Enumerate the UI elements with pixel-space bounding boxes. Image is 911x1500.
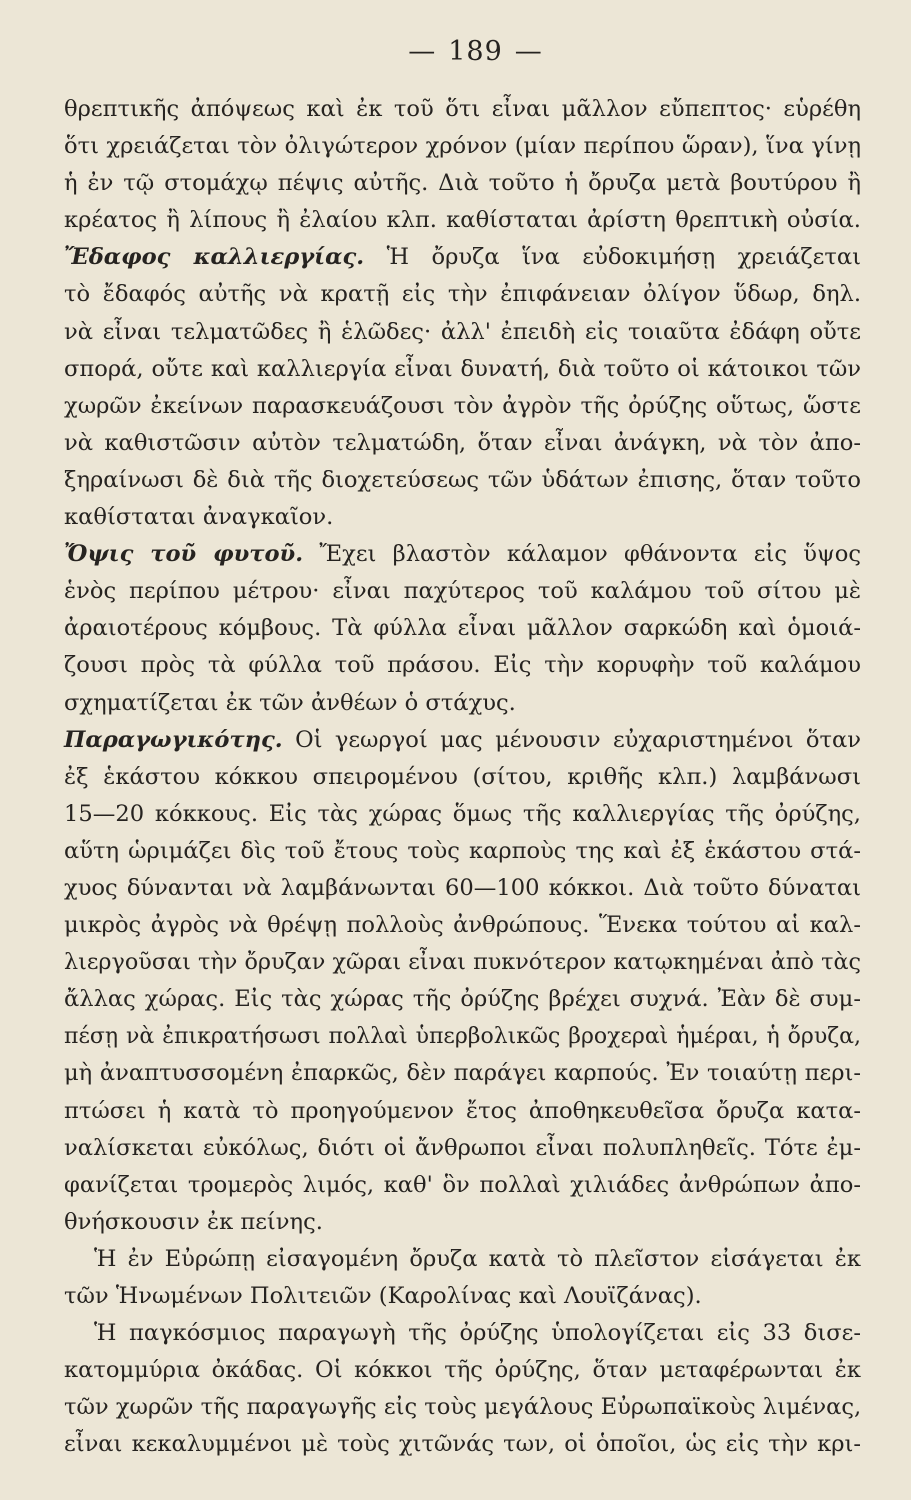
text-line <box>64 1093 861 1130</box>
text-line <box>64 1130 861 1167</box>
line-text: θρεπτικῆς ἀπόψεως καὶ ἐκ τοῦ ὅτι εἶναι μᾶλλον εὔπεπτος· εὑρέθη <box>64 96 861 122</box>
text-line <box>64 462 861 499</box>
text-line <box>64 1389 861 1426</box>
line-text: Ἡ ὄρυζα ἵνα εὐδοκιμήσῃ χρειάζεται <box>364 244 862 271</box>
line-text: 15—20 κόκκους. Εἰς τὰς χώρας ὅμως τῆς καλλιεργίας τῆς ὀρύζης, <box>64 800 861 827</box>
text-line <box>64 1204 861 1241</box>
line-text: νὰ καθιστῶσιν αὐτὸν τελματώδη, ὅταν εἶναι ἀνάγκη, νὰ τὸν ἀπο- <box>64 429 861 456</box>
line-text: χυος δύνανται νὰ λαμβάνωνται 60—100 κόκκοι. Διὰ τοῦτο δύναται <box>64 874 861 901</box>
text-line <box>64 388 861 425</box>
text-line <box>64 1018 861 1055</box>
text-line <box>64 314 861 351</box>
text-line <box>64 536 861 573</box>
line-text: ναλίσκεται εὐκόλως, διότι οἱ ἄνθρωποι εἶναι πολυπληθεῖς. Τότε ἐμ- <box>64 1134 861 1161</box>
line-text: κατομμύρια ὀκάδας. Οἱ κόκκοι τῆς ὀρύζης, ὅταν μεταφέρωνται ἐκ <box>64 1357 861 1384</box>
dash-left: — <box>408 36 437 67</box>
line-text: λιεργοῦσαι τὴν ὄρυζαν χῶραι εἶναι πυκνότερον κατῳκημέναι ἀπὸ τὰς <box>64 949 861 976</box>
line-text: ἡ ἐν τῷ στομάχῳ πέψις αὐτῆς. Διὰ τοῦτο ἡ ὄρυζα μετὰ βουτύρου ἢ <box>64 170 861 197</box>
text-line <box>64 239 861 276</box>
line-text: χωρῶν ἐκείνων παρασκευάζουσι τὸν ἀγρὸν τῆς ὀρύζης οὕτως, ὥστε <box>64 392 861 419</box>
text-line <box>64 647 861 684</box>
line-text: θνήσκουσιν ἐκ πείνης. <box>64 1208 323 1235</box>
text-line <box>64 981 861 1018</box>
text-line <box>64 128 861 165</box>
line-text: Οἱ γεωργοί μας μένουσιν εὐχαριστημένοι ὅταν <box>282 726 861 753</box>
text-line <box>64 351 861 388</box>
line-text: ἑνὸς περίπου μέτρου· εἶναι παχύτερος τοῦ καλάμου τοῦ σίτου μὲ <box>64 578 861 605</box>
text-line <box>64 1055 861 1092</box>
text-line <box>64 907 861 944</box>
page-number: 189 <box>448 36 503 67</box>
text-line <box>64 1278 861 1315</box>
text-line <box>64 685 861 722</box>
line-text: καθίσταται ἀναγκαῖον. <box>64 504 334 531</box>
line-text: ζουσι πρὸς τὰ φύλλα τοῦ πράσου. Εἰς τὴν κορυφὴν τοῦ καλάμου <box>64 652 861 679</box>
line-text: ἄλλας χώρας. Εἰς τὰς χώρας τῆς ὀρύζης βρέχει συχνά. Ἐὰν δὲ συμ- <box>64 986 861 1013</box>
text-line <box>64 91 861 128</box>
text-line <box>64 944 861 981</box>
line-text: τῶν χωρῶν τῆς παραγωγῆς εἰς τοὺς μεγάλους Εὐρωπαϊκοὺς λιμένας, <box>64 1394 862 1421</box>
line-text: κρέατος ἢ λίπους ἢ ἐλαίου κλπ. καθίσταται ἀρίστη θρεπτικὴ οὐσία. <box>64 207 861 234</box>
text-line <box>64 276 861 313</box>
page-number-header <box>64 36 861 67</box>
line-text: τὸ ἔδαφός αὐτῆς νὰ κρατῇ εἰς τὴν ἐπιφάνειαν ὀλίγον ὕδωρ, δηλ. <box>64 281 861 308</box>
line-text: ὅτι χρειάζεται τὸν ὀλιγώτερον χρόνον (μίαν περίπου ὥραν), ἵνα γίνῃ <box>64 133 861 160</box>
text-line <box>64 202 861 239</box>
section-heading: Ὄψις τοῦ φυτοῦ. <box>64 541 304 568</box>
line-text: ἐξ ἑκάστου κόκκου σπειρομένου (σίτου, κριθῆς κλπ.) λαμβάνωσι <box>64 763 861 790</box>
line-text: πτώσει ἡ κατὰ τὸ προηγούμενον ἔτος ἀποθηκευθεῖσα ὄρυζα κατα- <box>64 1097 861 1124</box>
text-line <box>64 1426 861 1463</box>
line-text: ξηραίνωσι δὲ διὰ τῆς διοχετεύσεως τῶν ὑδάτων ἐπισης, ὅταν τοῦτο <box>64 466 861 493</box>
text-line <box>64 833 861 870</box>
body-text <box>64 91 861 1463</box>
dash-right: — <box>514 36 543 67</box>
line-text: Ἡ ἐν Εὐρώπῃ εἰσαγομένη ὄρυζα κατὰ τὸ πλεῖστον εἰσάγεται ἐκ <box>94 1245 861 1272</box>
text-line <box>64 499 861 536</box>
text-line <box>64 870 861 907</box>
text-line <box>64 165 861 202</box>
text-line <box>64 1167 861 1204</box>
text-line <box>64 759 861 796</box>
line-text: σπορά, οὔτε καὶ καλλιεργία εἶναι δυνατή, διὰ τοῦτο οἱ κάτοικοι τῶν <box>64 355 861 382</box>
line-text: μικρὸς ἀγρὸς νὰ θρέψῃ πολλοὺς ἀνθρώπους. Ἕνεκα τούτου αἱ καλ- <box>64 912 861 939</box>
text-line <box>64 573 861 610</box>
text-line <box>64 1315 861 1352</box>
line-text: πέσῃ νὰ ἐπικρατήσωσι πολλαὶ ὑπερβολικῶς βροχεραὶ ἡμέραι, ἡ ὄρυζα, <box>64 1024 861 1050</box>
line-text: μὴ ἀναπτυσσομένη ἐπαρκῶς, δὲν παράγει καρπούς. Ἐν τοιαύτῃ περι- <box>64 1060 861 1087</box>
line-text: Ἔχει βλαστὸν κάλαμον φθάνοντα εἰς ὕψος <box>303 541 861 568</box>
line-text: νὰ εἶναι τελματῶδες ἢ ἑλῶδες· ἀλλ' ἐπειδὴ εἰς τοιαῦτα ἐδάφη οὔτε <box>64 318 861 345</box>
text-line <box>64 425 861 462</box>
section-heading: Ἔδαφος καλλιεργίας. <box>64 244 365 271</box>
line-text: σχηματίζεται ἐκ τῶν ἀνθέων ὁ στάχυς. <box>64 689 516 716</box>
text-line <box>64 1352 861 1389</box>
line-text: φανίζεται τρομερὸς λιμός, καθ' ὃν πολλαὶ χιλιάδες ἀνθρώπων ἀπο- <box>64 1171 861 1198</box>
line-text: Ἡ παγκόσμιος παραγωγὴ τῆς ὀρύζης ὑπολογίζεται εἰς 33 δισε- <box>94 1320 861 1347</box>
line-text: τῶν Ἡνωμένων Πολιτειῶν (Καρολίνας καὶ Λουϊζάνας). <box>64 1283 702 1309</box>
text-line <box>64 610 861 647</box>
line-text: αὕτη ὡριμάζει δὶς τοῦ ἔτους τοὺς καρποὺς της καὶ ἐξ ἑκάστου στά- <box>64 837 861 864</box>
text-line <box>64 722 861 759</box>
line-text: ἀραιοτέρους κόμβους. Τὰ φύλλα εἶναι μᾶλλον σαρκώδη καὶ ὁμοιά- <box>64 615 861 642</box>
line-text: εἶναι κεκαλυμμένοι μὲ τοὺς χιτῶνάς των, οἱ ὁποῖοι, ὡς εἰς τὴν κρι- <box>64 1431 861 1458</box>
section-heading: Παραγωγικότης. <box>64 726 283 753</box>
text-line <box>64 1241 861 1278</box>
text-line <box>64 796 861 833</box>
